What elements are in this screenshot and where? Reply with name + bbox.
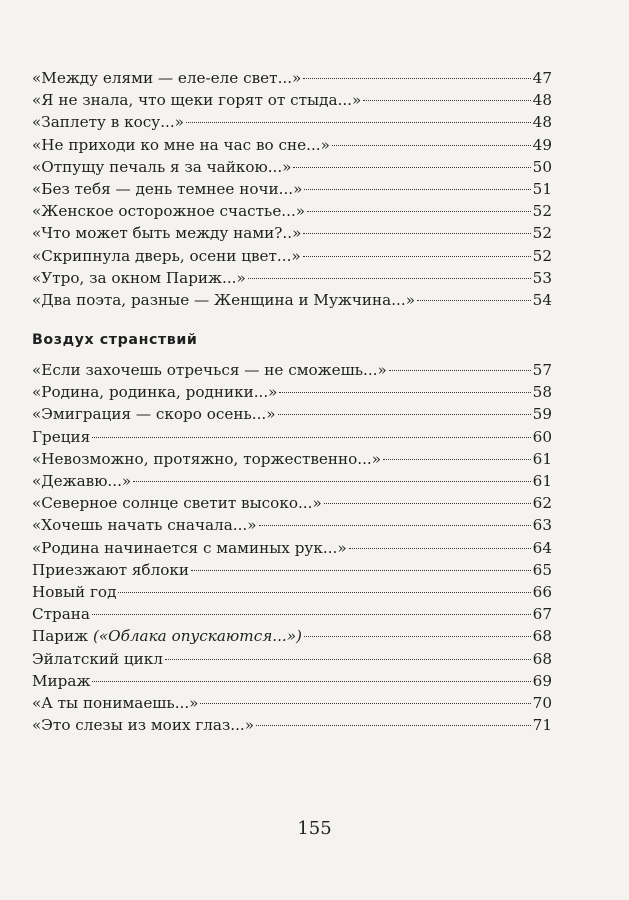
dot-leader bbox=[363, 99, 530, 101]
entry-title-text: «Если захочешь отречься — не сможешь...» bbox=[32, 361, 387, 380]
toc-entry bbox=[32, 178, 552, 200]
entry-title-text: Эйлатский цикл bbox=[32, 649, 163, 668]
dot-leader bbox=[383, 458, 531, 460]
toc-entry bbox=[32, 245, 552, 267]
entry-subtitle: («Облака опускаются...») bbox=[92, 627, 302, 646]
entry-page-number: 64 bbox=[532, 538, 552, 557]
entry-title bbox=[32, 245, 301, 267]
toc-entry bbox=[32, 222, 552, 244]
entry-page-number: 63 bbox=[532, 516, 552, 535]
entry-title bbox=[32, 289, 415, 311]
entry-title bbox=[32, 648, 163, 670]
entry-page-number: 69 bbox=[532, 671, 552, 690]
toc-entry bbox=[32, 448, 552, 470]
entry-page-number: 51 bbox=[532, 179, 552, 198]
dot-leader bbox=[133, 480, 530, 482]
toc-section-1 bbox=[32, 67, 552, 311]
dot-leader bbox=[92, 436, 530, 438]
toc-entry bbox=[32, 111, 552, 133]
entry-title bbox=[32, 692, 198, 714]
entry-title-text: «Родина, родинка, родники...» bbox=[32, 383, 278, 402]
entry-title bbox=[32, 603, 90, 625]
entry-title-text: «Что может быть между нами?..» bbox=[32, 224, 302, 243]
entry-page-number: 59 bbox=[532, 405, 552, 424]
entry-title bbox=[32, 559, 189, 581]
dot-leader bbox=[303, 255, 531, 257]
entry-title bbox=[32, 470, 131, 492]
entry-title bbox=[32, 670, 90, 692]
entry-title bbox=[32, 381, 277, 403]
dot-leader bbox=[293, 166, 530, 168]
entry-title-text: «Северное солнце светит высоко...» bbox=[32, 494, 322, 513]
entry-title-text: «Женское осторожное счастье...» bbox=[32, 202, 306, 221]
entry-title bbox=[32, 267, 246, 289]
toc-entry bbox=[32, 559, 552, 581]
dot-leader bbox=[278, 413, 531, 415]
dot-leader bbox=[303, 77, 530, 79]
entry-title bbox=[32, 134, 330, 156]
dot-leader bbox=[248, 277, 531, 279]
toc-entry bbox=[32, 470, 552, 492]
dot-leader bbox=[186, 121, 531, 123]
toc-entry bbox=[32, 403, 552, 425]
toc-entry bbox=[32, 426, 552, 448]
dot-leader bbox=[118, 591, 530, 593]
entry-title-text: «А ты понимаешь...» bbox=[32, 693, 199, 712]
entry-title-text: «Хочешь начать сначала...» bbox=[32, 516, 257, 535]
entry-title-text: «Я не знала, что щеки горят от стыда...» bbox=[32, 91, 362, 110]
toc-entry bbox=[32, 134, 552, 156]
entry-title bbox=[32, 111, 184, 133]
entry-title-text: Новый год bbox=[32, 582, 117, 601]
dot-leader bbox=[92, 680, 530, 682]
entry-title bbox=[32, 581, 116, 603]
toc-entry bbox=[32, 625, 552, 647]
entry-page-number: 48 bbox=[532, 91, 552, 110]
dot-leader bbox=[259, 524, 531, 526]
entry-title bbox=[32, 67, 301, 89]
entry-page-number: 71 bbox=[532, 716, 552, 735]
entry-page-number: 49 bbox=[532, 135, 552, 154]
section-gap bbox=[32, 311, 552, 329]
entry-page-number: 65 bbox=[532, 560, 552, 579]
entry-page-number: 61 bbox=[532, 449, 552, 468]
toc-entry bbox=[32, 67, 552, 89]
entry-title bbox=[32, 514, 257, 536]
entry-title-text: «Это слезы из моих глаз...» bbox=[32, 716, 255, 735]
entry-title-text: «Скрипнула дверь, осени цвет...» bbox=[32, 246, 301, 265]
dot-leader bbox=[417, 299, 531, 301]
entry-title bbox=[32, 403, 276, 425]
dot-leader bbox=[349, 547, 531, 549]
entry-title bbox=[32, 537, 347, 559]
entry-title-text: Мираж bbox=[32, 671, 91, 690]
entry-page-number: 52 bbox=[532, 202, 552, 221]
entry-page-number: 68 bbox=[532, 649, 552, 668]
toc-entry bbox=[32, 381, 552, 403]
page-number: 155 bbox=[297, 818, 332, 839]
entry-title-text: «Эмиграция — скоро осень...» bbox=[32, 405, 276, 424]
entry-page-number: 60 bbox=[532, 427, 552, 446]
dot-leader bbox=[389, 369, 531, 371]
entry-title bbox=[32, 625, 302, 647]
entry-title-text: «Заплету в косу...» bbox=[32, 113, 184, 132]
entry-page-number: 48 bbox=[532, 113, 552, 132]
toc-entry bbox=[32, 581, 552, 603]
entry-page-number: 67 bbox=[532, 605, 552, 624]
entry-title bbox=[32, 714, 254, 736]
entry-title-text: «Дежавю...» bbox=[32, 472, 132, 490]
entry-title-text: Греция bbox=[32, 427, 91, 446]
toc-entry bbox=[32, 514, 552, 536]
toc-entry bbox=[32, 156, 552, 178]
entry-page-number: 62 bbox=[532, 494, 552, 513]
toc-entry bbox=[32, 359, 552, 381]
entry-title-text: «Отпущу печаль я за чайкою...» bbox=[32, 157, 292, 176]
section-heading: Воздух странствий bbox=[32, 332, 198, 349]
entry-title-text: «Два поэта, разные — Женщина и Мужчина...» bbox=[32, 290, 416, 309]
dot-leader bbox=[165, 658, 531, 660]
entry-title-text: «Родина начинается с маминых рук...» bbox=[32, 538, 347, 557]
entry-title-text: «Не приходи ко мне на час во сне...» bbox=[32, 135, 330, 154]
dot-leader bbox=[303, 232, 530, 234]
toc-entry bbox=[32, 200, 552, 222]
dot-leader bbox=[307, 210, 531, 212]
entry-title-text: «Между елями — еле-еле свет...» bbox=[32, 69, 302, 87]
entry-title-text: «Утро, за окном Париж...» bbox=[32, 268, 246, 287]
toc-entry bbox=[32, 267, 552, 289]
toc-section-2 bbox=[32, 359, 552, 736]
entry-title-text: Париж bbox=[32, 627, 89, 646]
entry-page-number: 53 bbox=[532, 268, 552, 287]
entry-title-text: «Невозможно, протяжно, торжественно...» bbox=[32, 449, 382, 468]
toc-entry bbox=[32, 492, 552, 514]
toc-entry bbox=[32, 692, 552, 714]
entry-page-number: 61 bbox=[532, 472, 552, 490]
entry-title bbox=[32, 359, 387, 381]
toc-entry bbox=[32, 714, 552, 736]
toc-entry bbox=[32, 89, 552, 111]
entry-title bbox=[32, 178, 302, 200]
dot-leader bbox=[332, 144, 531, 146]
entry-title bbox=[32, 156, 291, 178]
entry-page-number: 54 bbox=[532, 290, 552, 309]
entry-title-text: Страна bbox=[32, 605, 90, 624]
entry-page-number: 66 bbox=[532, 582, 552, 601]
toc-entry bbox=[32, 289, 552, 311]
entry-page-number: 47 bbox=[532, 69, 552, 87]
dot-leader bbox=[324, 502, 531, 504]
dot-leader bbox=[191, 569, 531, 571]
entry-title bbox=[32, 89, 361, 111]
dot-leader bbox=[200, 702, 530, 704]
dot-leader bbox=[304, 188, 530, 190]
toc-entry bbox=[32, 648, 552, 670]
dot-leader bbox=[92, 613, 531, 615]
dot-leader bbox=[304, 635, 531, 637]
entry-page-number: 52 bbox=[532, 224, 552, 243]
toc-entry bbox=[32, 670, 552, 692]
entry-page-number: 50 bbox=[532, 157, 552, 176]
entry-page-number: 57 bbox=[532, 361, 552, 380]
table-of-contents bbox=[32, 67, 552, 736]
entry-title bbox=[32, 200, 305, 222]
dot-leader bbox=[279, 391, 530, 393]
entry-page-number: 52 bbox=[532, 246, 552, 265]
entry-title-text: Приезжают яблоки bbox=[32, 560, 189, 579]
entry-title bbox=[32, 448, 381, 470]
entry-title bbox=[32, 222, 301, 244]
dot-leader bbox=[256, 724, 531, 726]
toc-entry bbox=[32, 603, 552, 625]
entry-title-text: «Без тебя — день темнее ночи...» bbox=[32, 179, 303, 198]
entry-title bbox=[32, 426, 90, 448]
entry-page-number: 70 bbox=[532, 693, 552, 712]
entry-page-number: 58 bbox=[532, 383, 552, 402]
toc-entry bbox=[32, 537, 552, 559]
entry-page-number: 68 bbox=[532, 627, 552, 646]
entry-title bbox=[32, 492, 322, 514]
